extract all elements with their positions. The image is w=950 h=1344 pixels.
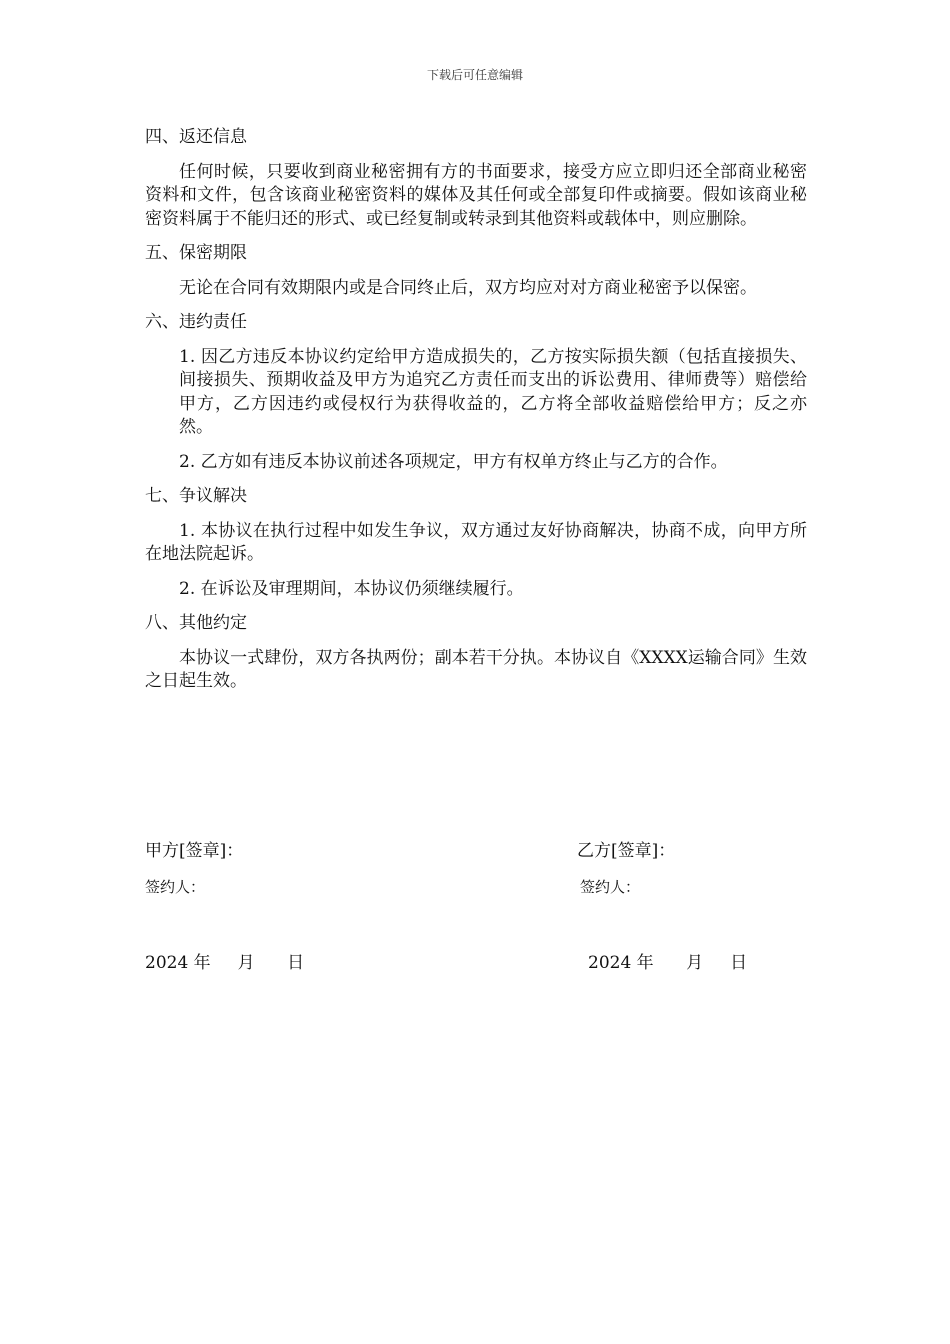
header-note: 下载后可任意编辑: [426, 68, 523, 82]
section-paragraph: 任何时候，只要收到商业秘密拥有方的书面要求，接受方应立即归还全部商业秘密资料和文件，包含该商业秘密资料的媒体及其任何或全部复印件或摘要。假如该商业秘密资料属于不能归还的形式、或已经复制或转录到其他资料或载体中，则应删除。: [145, 161, 807, 229]
party-a-seal-label: 甲方[签章]：: [145, 841, 244, 861]
party-b-seal-label: 乙方[签章]：: [577, 841, 676, 861]
clause-item: 2. 乙方如有违反本协议前述各项规定，甲方有权单方终止与乙方的合作。: [179, 451, 728, 472]
section-heading-confidentiality-period: 五、保密期限: [145, 243, 247, 263]
clause-item: 1. 因乙方违反本协议约定给甲方造成损失的，乙方按实际损失额（包括直接损失、间接损失、预期收益及甲方为追究乙方责任而支出的诉讼费用、律师费等）赔偿给甲方，乙方因违约或侵权行为获得收益的，乙方将全部收益赔偿给甲方；反之亦然。: [179, 346, 807, 437]
section-heading-other-terms: 八、其他约定: [145, 613, 247, 633]
section-paragraph: 本协议一式肆份，双方各执两份；副本若干分执。本协议自《XXXX运输合同》生效之日起生效。: [145, 647, 807, 691]
party-a-date: 2024 年 月 日: [145, 953, 305, 973]
section-heading-liability: 六、违约责任: [145, 312, 247, 332]
clause-item: 1. 本协议在执行过程中如发生争议，双方通过友好协商解决，协商不成，向甲方所在地法院起诉。: [145, 520, 807, 564]
clause-item: 2. 在诉讼及审理期间，本协议仍须继续履行。: [179, 578, 524, 599]
section-paragraph: 无论在合同有效期限内或是合同终止后，双方均应对对方商业秘密予以保密。: [179, 277, 757, 298]
party-b-date: 2024 年 月 日: [588, 953, 748, 973]
section-heading-dispute-resolution: 七、争议解决: [145, 486, 247, 506]
section-heading-return-info: 四、返还信息: [145, 127, 247, 147]
document-body: [145, 126, 807, 705]
party-b-signer-label: 签约人：: [580, 878, 641, 896]
party-a-signer-label: 签约人：: [145, 878, 206, 896]
